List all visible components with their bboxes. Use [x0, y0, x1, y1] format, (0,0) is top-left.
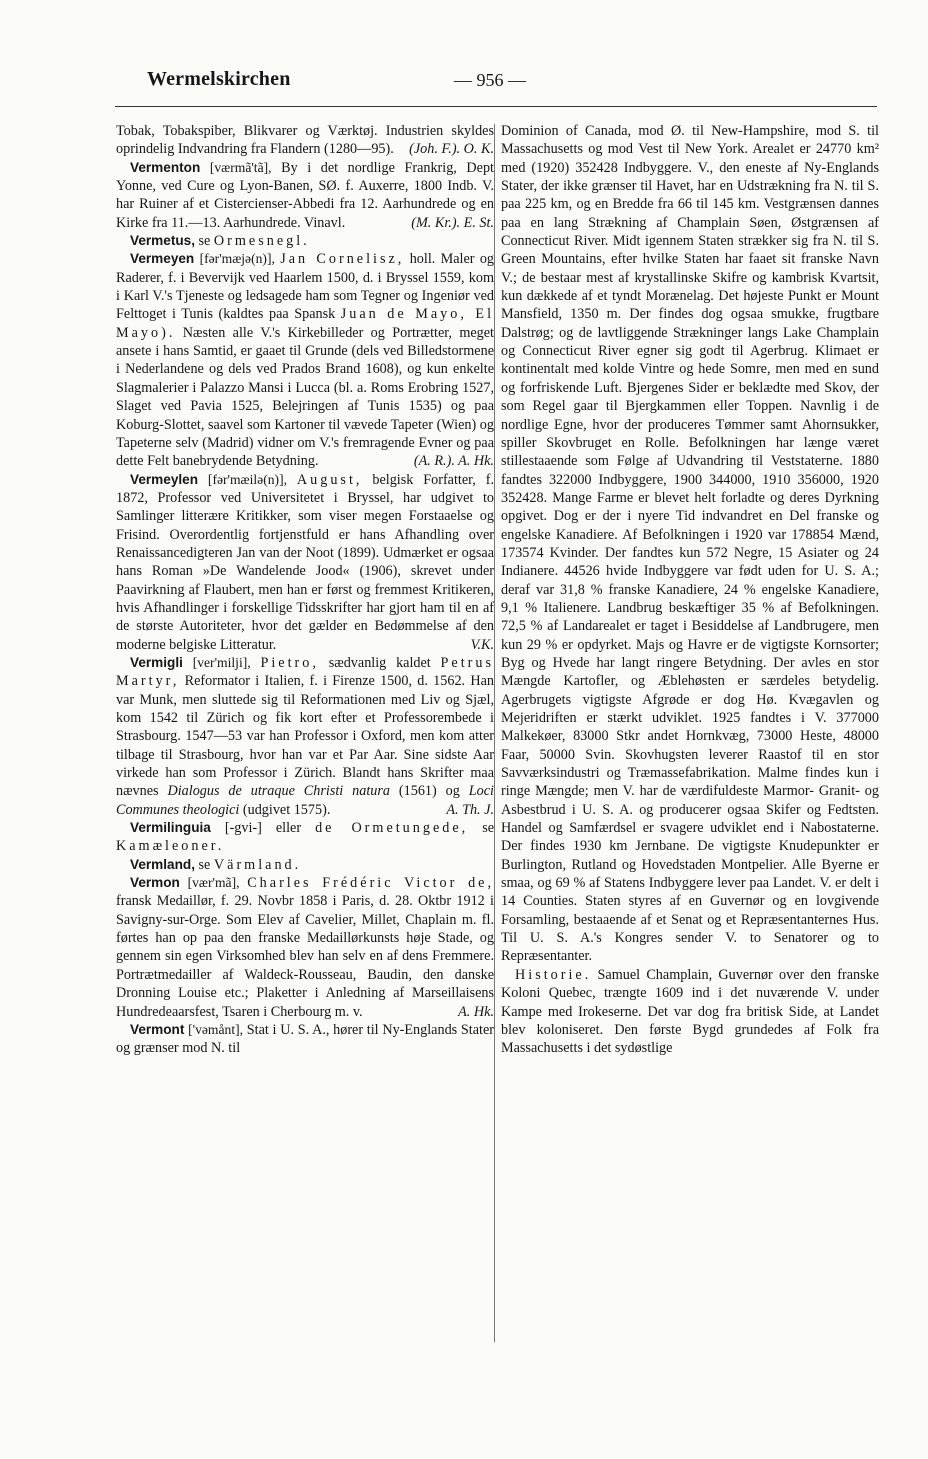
headword: Vermon — [130, 875, 180, 891]
page-header — [0, 66, 928, 100]
headword: Vermland, — [130, 856, 195, 872]
entry-continuation: Tobak, Tobakspiber, Blikvarer og Værktøj. Industrien skyldes oprindelig Indvandring fra Flandern (1280—95). (Joh. F.). O. K. — [116, 123, 494, 158]
work-title: Loci Communes theologici — [116, 783, 494, 818]
entry-vermont-continued: Dominion of Canada, mod Ø. til New-Hampshire, mod S. til Massachusetts og mod Vest til New York. Arealet er 24770 km² med (1920) 352428 Indbyggere. V., den eneste af Ny-Englands Stater, der ikke grænser til Havet, har en Udstrækning fra N. til S. paa 225 km, og en Bredde fra 66 til 145 km. Vestgrænsen dannes paa en lang Strækning af Champlain Søen, Østgrænsen af Connecticut River. Midt igennem Staten strækker sig fra N. til S. Green Mountains, efter hvilke Staten har faaet sit franske Navn V.; de bestaar mest af krystallinske Skifre og kambrisk Kvartsit, kun dækkede af et tyndt Morænelag. Det højeste Punkt er Mount Mansfield, 1350 m. Der findes dog ogsaa smukke, frugtbare Dalstrøg; og de lavtliggende Strækninger langs Lake Champlain og Connecticut River egner sig godt til Agerbrug. Klimaet er kontinentalt med kolde Vintre og hede Somre, men med en sund og forfriskende Luft. Bjergenes Sider er beklædte med Skov, der som Regel gaar til Bjergkammen eller Toppen. Navnlig i de nordlige Egne, hvor der produceres Tømmer samt Ahornsukker, spiller Skovbruget en Rolle. Befolkningen har længe været stillestaaende som Følge af Udvandring til Veststaterne. 1880 fandtes 322000 Indbyggere, 1900 344000, 1910 356000, 1920 352428. Mange Farme er blevet helt forladte og deres Dyrkning opgivet. Dog er der i nyere Tid indvandret en Del franske og engelske Kanadiere. Af Befolkningen i 1920 var 178854 Mænd, 173574 Kvinder. Der fandtes kun 572 Negre, 15 Asiater og 24 Indianere. 44526 hvide Indbyggere var født uden for U. S. A.; deraf var 31,8 % franske Kanadiere, 24 % engelske Kanadiere, 9,1 % Italienere. Landbrug beskæftiger 35 % af Befolkningen. 72,5 % af Landarealet er taget i Besiddelse af Landbrugere, men kun 29 % er opdyrket. Majs og Havre er de vigtigste Kornsorter; Byg og Hvede har langt ringere Betydning. Der avles en stor Mængde Kartofler, og Æblehøsten er særdeles betydelig. Agerbrugets vigtigste Afgrøde er dog Hø. Kvægavlen og Mejeridriften er stærkt udviklet. 1925 fandtes i V. 377000 Malkekøer, 83000 Stkr andet Hornkvæg, 73000 Heste, 48000 Faar, 50000 Svin. Skovhugsten leverer Raastof til en stor Savværksindustri og Træmassefabrikation. Malme findes kun i ringe Mængde; men V. har de værdifuldeste Marmor- Granit- og Asbestbrud i U. S. A. og producerer ogsaa Skifer og Fedtsten. Handel og Samfærdsel er svagere udviklet end i Nabostaterne. Der findes 1930 km Jernbane. De vigtigste Knudepunkter er Burlington, Rutland og Hovedstaden Montpelier. Alle Byerne er smaa, og 69 % af Statens Indbyggere lever paa Landet. V. er delt i 14 Counties. Staten styres af en Guvernør og en lovgivende Forsamling, bestaaende af et Senat og et Repræsentanternes Hus. Til U. S. A.'s Kongres sender V. to Senatorer og to Repræsentanter. — [501, 123, 879, 965]
person-name: Pietro, — [260, 654, 319, 671]
entry-vermilinguia: Vermilinguia [-gvi-] eller de Ormetungede, se Kamæleoner. — [116, 820, 495, 855]
person-name: August, — [296, 471, 363, 488]
entry-vermont-history: Historie. Samuel Champlain, Guvernør over den franske Koloni Quebec, trængte 1609 ind i det nuværende V. under Kampe med Irokeserne. Det var dog fra britisk Side, at Landet blev koloniseret. Den første Bygd grundedes af Folk fra Massachusetts i det sydøstlige — [501, 966, 879, 1057]
cross-reference: Kamæleoner. — [116, 838, 225, 855]
headword: Vermont — [130, 1021, 185, 1037]
author-signature: A. Th. J. — [446, 801, 494, 818]
pronunciation: [fər'mæjə(n)], — [199, 251, 275, 267]
author-signature: (A. R.). A. Hk. — [413, 453, 494, 470]
pronunciation: [vær'mã], — [187, 875, 240, 891]
work-title: Dialogus de utraque Christi natura — [167, 783, 390, 800]
left-column — [116, 122, 494, 1058]
pronunciation: [værmã'tã], — [209, 159, 272, 175]
headword: Vermigli — [130, 654, 183, 670]
headword: Vermenton — [130, 159, 201, 175]
pronunciation: ['vəmånt], — [188, 1021, 244, 1037]
headword: Vermilinguia — [130, 820, 211, 836]
pronunciation: [fər'mæilə(n)], — [207, 471, 287, 487]
headword: Vermeylen — [130, 471, 199, 487]
entry-vermigli: Vermigli [ver'milji], Pietro, sædvanlig kaldet Petrus Martyr, Reformator i Italien, f. i Firenze 1500, d. 1562. Han var Munk, men sluttede sig til Reformationen med Liv og Sjæl, kom 1542 til Zürich og fik kort efter et Professorembede i Strasbourg. 1547—53 var han Professor i Oxford, men kom atter tilbage til Strasbourg, hvor han var et Par Aar. Sine sidste Aar virkede han som Professor i Zürich. Blandt hans Skrifter maa nævnes Dialogus de utraque Christi natura (1561) og Loci Communes theologici (udgivet 1575). A. Th. J. — [116, 654, 495, 818]
entry-vermon: Vermon [vær'mã], Charles Frédéric Victor de, fransk Medaillør, f. 29. Novbr 1858 i Paris, d. 28. Oktbr 1912 i Savigny-sur-Orge. Som Elev af Cavelier, Millet, Chaplain m. fl. førtes han op paa den franske Medaillørkunsts høje Stade, og gennem sin egen Virksomhed blev han selv en af dens Fremmere. Portrætmedailler af Waldeck-Rousseau, Baudin, den danske Dronning Louise etc.; Plaketter i Anledning af Marseillaisens Hundredeaarsfest, Tsaren i Cherbourg m. v. A. Hk. — [116, 875, 495, 1020]
author-signature: (Joh. F.). O. K. — [409, 141, 494, 158]
right-column — [501, 122, 879, 1058]
person-name: Jan Cornelisz, — [280, 251, 405, 268]
cross-reference: Värmland. — [213, 856, 302, 873]
section-label: Historie. — [515, 966, 592, 983]
entry-vermeylen: Vermeylen [fər'mæilə(n)], August, belgisk Forfatter, f. 1872, Professor ved Universitetet i Bryssel, har udgivet to Samlinger litterære Kritikker, som viser megen Forstaaelse og Frisind. Overordentlig fortjenstfuld er hans Afhandling over Renaissancedigteren Jan van der Noot (1899). Udmærket er ogsaa hans Roman »De Wandelende Jood« (1906), skrevet under Paavirkning af Flaubert, men han er først og fremmest Kritikeren, hvis Afhandlinger i forskellige Tidsskrifter har gjort ham til en af de største Autoriteter, hvor det gælder en Bedømmelse af den moderne belgiske Litteratur. V.K. — [116, 471, 495, 653]
entry-vermeyen: Vermeyen [fər'mæjə(n)], Jan Cornelisz, holl. Maler og Raderer, f. i Bevervijk ved Haarlem 1500, d. i Bryssel 1559, kom i Karl V.'s Tjeneste og ledsagede ham som Tegner og Ingeniør ved Felttoget i Tunis (kaldtes paa Spansk Juan de Mayo, El Mayo). Næsten alle V.'s Kirkebilleder og Portrætter, meget ansete i hans Samtid, er gaaet til Grunde (dels ved Billedstormene i Nederlandene og dels ved Prados Brand 1608), og kun enkelte Slagmalerier i Palazzo Mansi i Lucca (bl. a. Roms Erobring 1527, Slaget ved Pavia 1525, Belejringen af Tunis 1535) og paa Koburg-Slottet, saavel som Kartoner til vævede Tapeter (Wien) og Tapeterne selv (Madrid) vidner om V.'s fremragende Evner og paa dette Felt banebrydende Betydning. (A. R.). A. Hk. — [116, 251, 495, 470]
running-head: Wermelskirchen — [147, 68, 291, 90]
headword: Vermeyen — [130, 251, 195, 267]
headword: Vermetus, — [130, 233, 195, 249]
author-signature: A. Hk. — [458, 1003, 494, 1020]
entry-vermenton: Vermenton [værmã'tã], By i det nordlige Frankrig, Dept Yonne, ved Cure og Lyon-Banen, SØ. f. Auxerre, 1800 Indb. V. har Ruiner af et Cistercienser-Abbedi fra 12. Aarhundrede og en Kirke fra 11.—13. Aarhundrede. Vinavl. (M. Kr.). E. St. — [116, 159, 494, 231]
person-name: Charles Frédéric Victor de, — [247, 875, 495, 892]
cross-reference: Ormesnegl. — [213, 233, 310, 250]
entry-vermland: Vermland, se Värmland. — [130, 856, 302, 873]
author-signature: V.K. — [470, 636, 494, 653]
page-number: — 956 — — [454, 70, 526, 90]
entry-vermetus: Vermetus, se Ormesnegl. — [130, 233, 310, 250]
entry-vermont: Vermont ['vəmånt], Stat i U. S. A., hører til Ny-Englands Stater og grænser mod N. til — [116, 1021, 495, 1057]
column-rule — [494, 124, 495, 1342]
header-rule — [115, 106, 877, 107]
author-signature: (M. Kr.). E. St. — [411, 214, 494, 231]
pronunciation: [ver'milji], — [192, 654, 251, 670]
